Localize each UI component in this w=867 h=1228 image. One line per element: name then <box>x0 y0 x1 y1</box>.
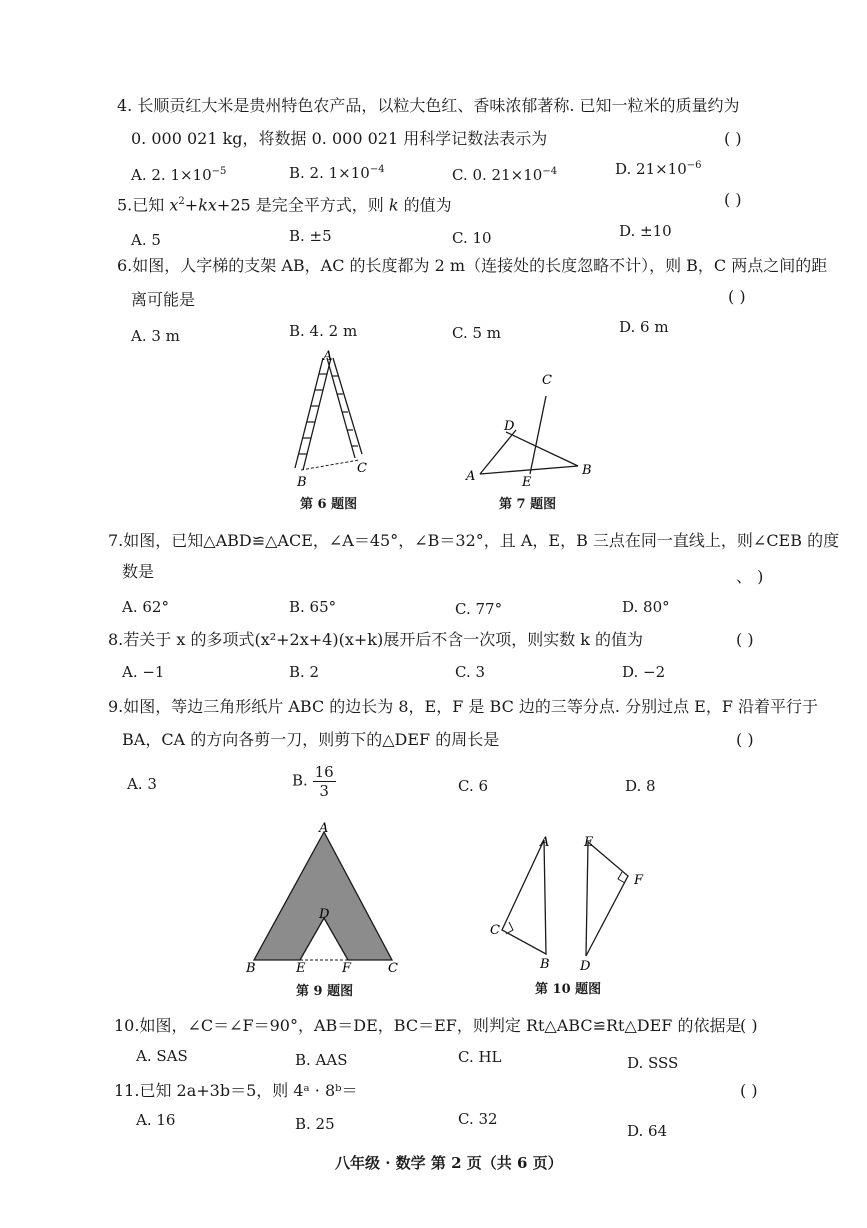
fig7-label-b: B <box>582 463 592 478</box>
q7-option-a: A. 62° <box>122 598 169 616</box>
q10-option-c: C. HL <box>458 1048 502 1066</box>
q7-line1: 7.如图，已知△ABD≌△ACE，∠A＝45°，∠B＝32°，且 A，E，B 三点在同一直线上，则∠CEB 的度 <box>108 531 840 550</box>
q6-option-c: C. 5 m <box>452 324 502 342</box>
q5-option-b: B. ±5 <box>289 227 332 245</box>
figure-7-triangles <box>460 370 600 490</box>
q9-answer-paren: ( ) <box>736 730 754 749</box>
q8-option-d: D. −2 <box>622 663 666 681</box>
q11-answer-paren: ( ) <box>740 1081 758 1100</box>
q7-answer-paren: 、 ) <box>736 567 764 586</box>
figure-9-caption: 第 9 题图 <box>296 984 354 999</box>
fig9-label-a: A <box>319 821 329 836</box>
fig7-label-c: C <box>542 373 552 388</box>
q4-answer-paren: ( ) <box>724 129 742 148</box>
q9-option-a: A. 3 <box>127 775 157 793</box>
q4-option-c: C. 0. $21\times 10^{-4}$ <box>452 166 558 184</box>
q11-line1: 11.已知 2a+3b＝5，则 4ᵃ · 8ᵇ＝ <box>114 1081 358 1100</box>
q6-line1: 6.如图，人字梯的支架 AB，AC 的长度都为 2 m（连接处的长度忽略不计），则 B，C 两点之间的距 <box>117 256 828 275</box>
fig9-label-f: F <box>342 961 352 976</box>
fig10-label-c: C <box>490 923 500 938</box>
q4-option-b: B. 2. $1\times 10^{-4}$ <box>289 164 385 182</box>
q10-option-b: B. AAS <box>295 1051 348 1069</box>
page-footer: 八年级 · 数学 第 2 页（共 6 页） <box>335 1154 563 1172</box>
fig6-label-c: C <box>357 461 367 476</box>
q7-line2: 数是 <box>122 562 155 581</box>
fig10-label-f: F <box>634 873 644 888</box>
fig6-label-b: B <box>297 475 307 490</box>
fig9-label-d: D <box>319 907 330 922</box>
q6-option-b: B. 4. 2 m <box>289 322 358 340</box>
q7-option-c: C. 77° <box>455 600 503 618</box>
q9-option-b-fraction: $\frac{16}{3}$ <box>314 763 334 800</box>
fig7-label-d: D <box>504 419 515 434</box>
q10-line1: 10.如图，∠C＝∠F＝90°，AB＝DE，BC＝EF，则判定 Rt△ABC≌Rt△DEF 的依据是 <box>114 1016 742 1035</box>
q5-option-c: C. 10 <box>452 229 492 247</box>
q11-option-d: D. 64 <box>627 1122 668 1140</box>
q11-option-b: B. 25 <box>295 1115 335 1133</box>
fig7-label-a: A <box>466 469 476 484</box>
q4-line2: 0. 000 021 kg，将数据 0. 000 021 用科学记数法表示为 <box>131 129 548 148</box>
q9-option-c: C. 6 <box>458 777 489 795</box>
q8-option-a: A. −1 <box>122 663 165 681</box>
figure-6-caption: 第 6 题图 <box>300 497 358 512</box>
q8-option-b: B. 2 <box>289 663 320 681</box>
q6-line2: 离可能是 <box>131 290 196 309</box>
q10-option-d: D. SSS <box>627 1054 679 1072</box>
fig10-label-e: E <box>584 835 594 850</box>
fig9-label-b: B <box>246 961 256 976</box>
q4-option-a: A. 2. $1\times 10^{-5}$ <box>131 166 227 184</box>
fig10-label-a: A <box>540 835 550 850</box>
figure-10-caption: 第 10 题图 <box>535 982 602 997</box>
fig7-label-e: E <box>522 475 532 490</box>
q4-line1: 4. 长顺贡红大米是贵州特色农产品，以粒大色红、香味浓郁著称. 已知一粒米的质量约为 <box>117 96 740 115</box>
q5-option-d: D. ±10 <box>619 222 672 240</box>
q6-answer-paren: ( ) <box>728 287 746 306</box>
q7-option-d: D. 80° <box>622 598 670 616</box>
figure-7-caption: 第 7 题图 <box>499 497 557 512</box>
figure-9-triangle <box>240 818 410 978</box>
fig9-label-e: E <box>296 961 306 976</box>
q9-option-b: B. $\frac{16}{3}$ <box>292 763 334 800</box>
fig10-label-b: B <box>540 957 550 972</box>
q9-line2: BA，CA 的方向各剪一刀，则剪下的△DEF 的周长是 <box>122 730 500 749</box>
q6-option-a: A. 3 m <box>131 327 180 345</box>
q5-answer-paren: ( ) <box>724 190 742 209</box>
fig6-label-a: A <box>323 349 333 364</box>
figure-10-right-triangles <box>484 826 654 976</box>
figure-6-ladder <box>285 348 385 493</box>
q10-option-a: A. SAS <box>136 1047 188 1065</box>
q5-line1: 5.已知 $x^2+kx+25$ 是完全平方式，则 k 的值为 <box>117 195 452 215</box>
q8-line1: 8.若关于 x 的多项式(x²+2x+4)(x+k)展开后不含一次项，则实数 k 的值为 <box>108 630 644 649</box>
fig9-label-c: C <box>388 961 398 976</box>
q8-answer-paren: ( ) <box>736 630 754 649</box>
fig10-label-d: D <box>580 959 591 974</box>
q11-option-c: C. 32 <box>458 1110 498 1128</box>
q7-option-b: B. 65° <box>289 598 337 616</box>
q10-answer-paren: ( ) <box>740 1016 758 1035</box>
q8-option-c: C. 3 <box>455 663 486 681</box>
q5-option-a: A. 5 <box>131 231 161 249</box>
q9-line1: 9.如图，等边三角形纸片 ABC 的边长为 8，E，F 是 BC 边的三等分点. 分别过点 E，F 沿着平行于 <box>108 697 819 716</box>
q9-option-d: D. 8 <box>625 777 656 795</box>
q4-option-d: D. $21\times 10^{-6}$ <box>615 160 702 178</box>
q6-option-d: D. 6 m <box>619 318 669 336</box>
q11-option-a: A. 16 <box>136 1111 176 1129</box>
